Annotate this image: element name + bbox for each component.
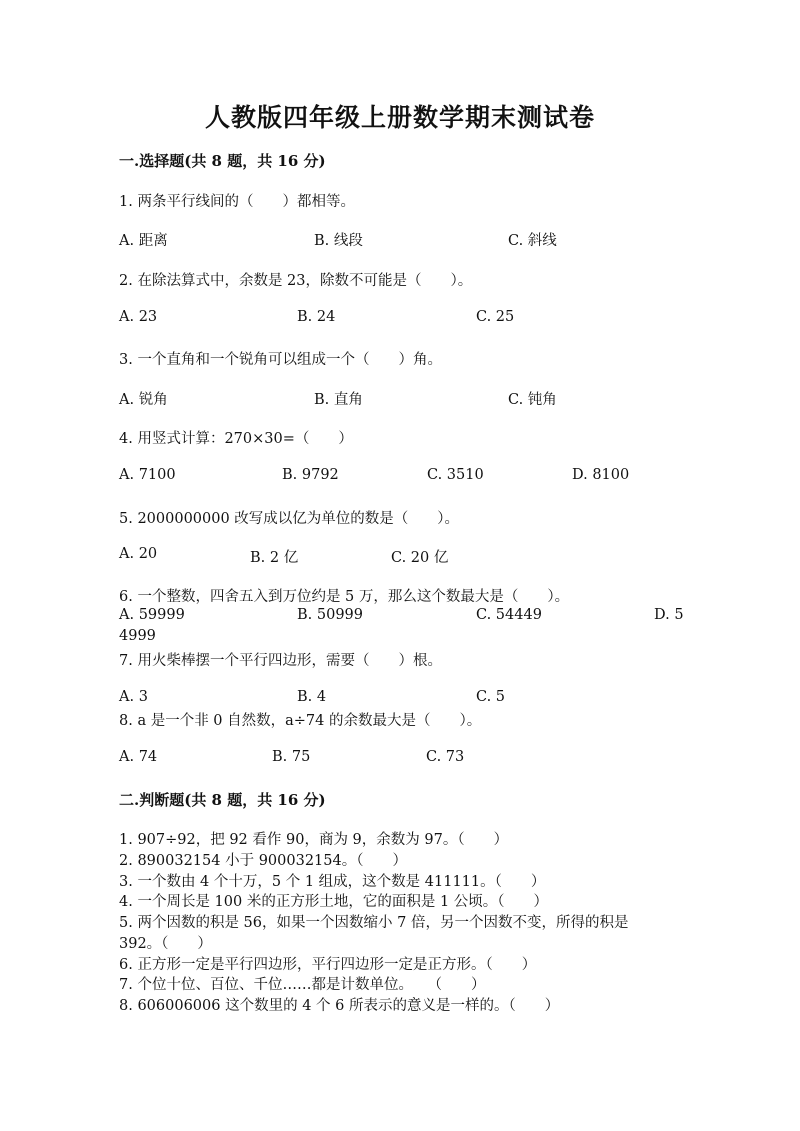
q4-option-a: A. 7100: [119, 467, 176, 483]
question-3: 3. 一个直角和一个锐角可以组成一个（ ）角。: [119, 352, 442, 368]
q8-option-b: B. 75: [272, 749, 311, 765]
q6-option-d: D. 5: [654, 607, 684, 623]
judgement-item-5: 5. 两个因数的积是 56，如果一个因数缩小 7 倍，另一个因数不变，所得的积是: [119, 915, 629, 931]
judgement-item-7: 7. 个位十位、百位、千位……都是计数单位。 （ ）: [119, 977, 486, 993]
q2-option-a: A. 23: [119, 309, 158, 325]
judgement-item-5-wrap: 392。（ ）: [119, 936, 212, 952]
section-heading-judgement: 二.判断题(共 8 题，共 16 分): [119, 791, 326, 809]
q3-option-a: A. 锐角: [119, 392, 168, 408]
q1-option-a: A. 距离: [119, 233, 168, 249]
question-5: 5. 2000000000 改写成以亿为单位的数是（ ）。: [119, 511, 460, 527]
q3-option-c: C. 钝角: [508, 392, 557, 408]
q5-option-c: C. 20 亿: [391, 550, 449, 566]
judgement-item-3: 3. 一个数由 4 个十万，5 个 1 组成，这个数是 411111。（ ）: [119, 874, 546, 890]
question-6: 6. 一个整数，四舍五入到万位约是 5 万，那么这个数最大是（ ）。: [119, 589, 570, 605]
question-4: 4. 用竖式计算：270×30=（ ）: [119, 431, 353, 447]
q7-option-b: B. 4: [297, 689, 327, 705]
section-heading-choice: 一.选择题(共 8 题，共 16 分): [119, 152, 326, 170]
q3-option-b: B. 直角: [314, 392, 363, 408]
judgement-item-1: 1. 907÷92，把 92 看作 90，商为 9，余数为 97。（ ）: [119, 832, 509, 848]
question-8: 8. a 是一个非 0 自然数，a÷74 的余数最大是（ ）。: [119, 713, 482, 729]
q6-option-b: B. 50999: [297, 607, 364, 623]
q8-option-c: C. 73: [426, 749, 465, 765]
judgement-item-2: 2. 890032154 小于 900032154。（ ）: [119, 853, 407, 869]
q4-option-d: D. 8100: [572, 467, 630, 483]
q7-option-c: C. 5: [476, 689, 506, 705]
q4-option-b: B. 9792: [282, 467, 339, 483]
q7-option-a: A. 3: [119, 689, 148, 705]
q6-option-a: A. 59999: [119, 607, 185, 623]
q2-option-b: B. 24: [297, 309, 336, 325]
judgement-item-8: 8. 606006006 这个数里的 4 个 6 所表示的意义是一样的。（ ）: [119, 998, 560, 1014]
q4-option-c: C. 3510: [427, 467, 484, 483]
q2-option-c: C. 25: [476, 309, 515, 325]
judgement-item-6: 6. 正方形一定是平行四边形，平行四边形一定是正方形。（ ）: [119, 957, 537, 973]
question-1: 1. 两条平行线间的（ ）都相等。: [119, 194, 355, 210]
q8-option-a: A. 74: [119, 749, 158, 765]
question-7: 7. 用火柴棒摆一个平行四边形，需要（ ）根。: [119, 653, 442, 669]
q1-option-b: B. 线段: [314, 233, 363, 249]
question-2: 2. 在除法算式中，余数是 23，除数不可能是（ ）。: [119, 273, 473, 289]
q6-option-c: C. 54449: [476, 607, 542, 623]
q5-option-b: B. 2 亿: [250, 550, 299, 566]
q5-option-a: A. 20: [119, 546, 158, 562]
page-title: 人教版四年级上册数学期末测试卷: [204, 103, 595, 132]
q6-option-d-wrap: 4999: [119, 628, 156, 644]
judgement-item-4: 4. 一个周长是 100 米的正方形土地，它的面积是 1 公顷。（ ）: [119, 894, 549, 910]
q1-option-c: C. 斜线: [508, 233, 557, 249]
